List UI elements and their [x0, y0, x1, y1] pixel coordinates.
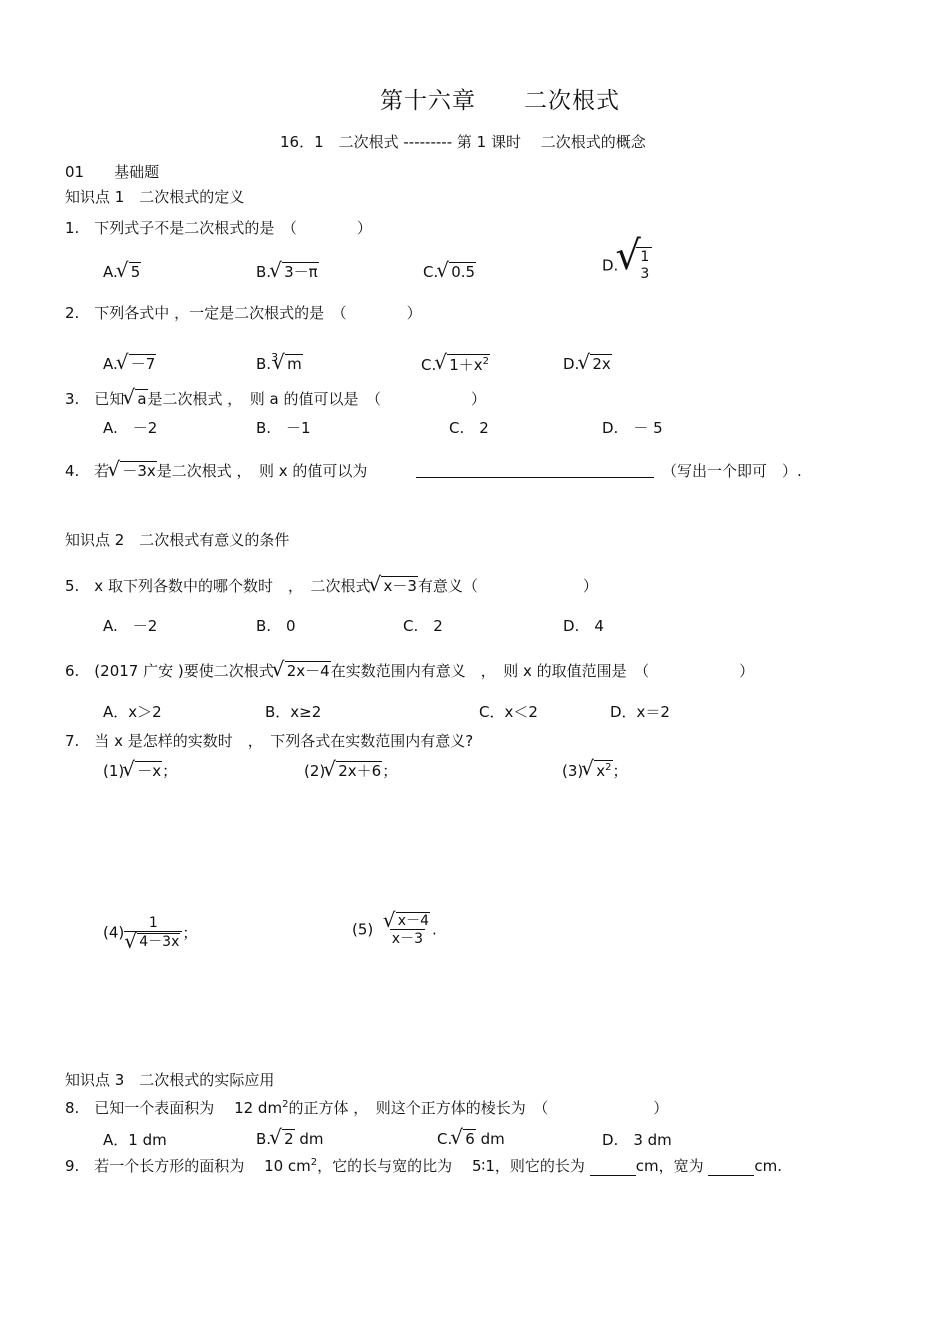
q5-option-d: D. 4	[563, 617, 604, 635]
knowledge-point-1: 知识点 1 二次根式的定义	[65, 188, 245, 206]
lesson-subtitle: 16．1 二次根式 --------- 第 1 课时 二次根式的概念	[280, 133, 646, 151]
q3-option-c: C. 2	[449, 419, 489, 437]
q3-option-b: B. －1	[256, 419, 311, 437]
q2-option-c: C.√ $1+x^2$	[421, 354, 490, 374]
q3-option-d: D. － 5	[602, 419, 663, 437]
question-2-stem: 2. 下列各式中 ，一定是二次根式的是 （ ）	[65, 304, 422, 322]
q1-option-b: B.√ 3－π	[256, 262, 319, 281]
page-title: 第十六章 二次根式	[380, 88, 620, 114]
q5-option-c: C. 2	[403, 617, 443, 635]
q1-option-c: C.√ 0.5	[423, 262, 476, 281]
q5-option-a: A. －2	[103, 617, 158, 635]
knowledge-point-2: 知识点 2 二次根式有意义的条件	[65, 531, 290, 549]
q7-part-5: (5) √ $\frac{x-4}{x-3}$ .	[352, 912, 437, 947]
question-6-stem: 6. (2017 广安 )要使二次根式√ 2x－4在实数范围内有意义 ， 则 x 的取值范围是 （ ）	[65, 660, 754, 681]
question-8-stem: 8. 已知一个表面积为 12 $dm^2$的正方体 ， 则这个正方体的棱长为 （ ）	[65, 1099, 669, 1117]
q7-part-2: (2)√ 2x＋6；	[304, 760, 397, 781]
q4-tail: （写出一个即可 ）.	[662, 462, 802, 480]
q6-option-a: A．x＞2	[103, 703, 162, 721]
q1-option-a: A.√ 5	[103, 262, 141, 281]
q8-option-d: D. 3 dm	[602, 1131, 672, 1149]
q7-part-3: (3)√ $x^2$；	[562, 760, 628, 781]
q1-option-d: D. √ 1 3	[602, 247, 652, 282]
question-9-stem: 9. 若一个长方形的面积为 10 $cm^2$，它的长与宽的比为 5∶1，则它的长为 cm，宽为 cm.	[65, 1157, 782, 1175]
q6-option-c: C．x＜2	[479, 703, 538, 721]
q7-part-1: (1)√ －x；	[103, 760, 177, 781]
q8-option-a: A．1 dm	[103, 1131, 167, 1149]
section-basic: 01 基础题	[65, 163, 160, 181]
q9-width-blank[interactable]	[708, 1159, 754, 1176]
q8-option-b: B.√ 2 dm	[256, 1129, 324, 1148]
q2-option-b: B.$^3$√ m	[256, 354, 303, 373]
question-5-stem: 5. x 取下列各数中的哪个数时 ， 二次根式√ x－3有意义（ ）	[65, 575, 598, 596]
q2-option-d: D.√ 2x	[563, 354, 612, 373]
question-4-stem: 4. 若√ －3x是二次根式 ， 则 x 的值可以为	[65, 460, 367, 481]
knowledge-point-3: 知识点 3 二次根式的实际应用	[65, 1071, 275, 1089]
q6-option-d: D．x＝2	[610, 703, 670, 721]
q6-option-b: B．x≥2	[265, 703, 322, 721]
q5-option-b: B. 0	[256, 617, 296, 635]
q9-length-blank[interactable]	[590, 1159, 636, 1176]
question-1-stem: 1. 下列式子不是二次根式的是 （ ）	[65, 219, 372, 237]
question-3-stem: 3. 已知√ a是二次根式 ， 则 a 的值可以是 （ ）	[65, 388, 486, 409]
q3-option-a: A. －2	[103, 419, 158, 437]
q2-option-a: A.√ －7	[103, 354, 156, 373]
q8-option-c: C.√ 6 dm	[437, 1129, 505, 1148]
q4-answer-blank[interactable]	[416, 458, 654, 477]
q7-part-4: (4) 1 √ 4－3x ；	[103, 915, 197, 950]
question-7-stem: 7. 当 x 是怎样的实数时 ， 下列各式在实数范围内有意义?	[65, 732, 474, 750]
